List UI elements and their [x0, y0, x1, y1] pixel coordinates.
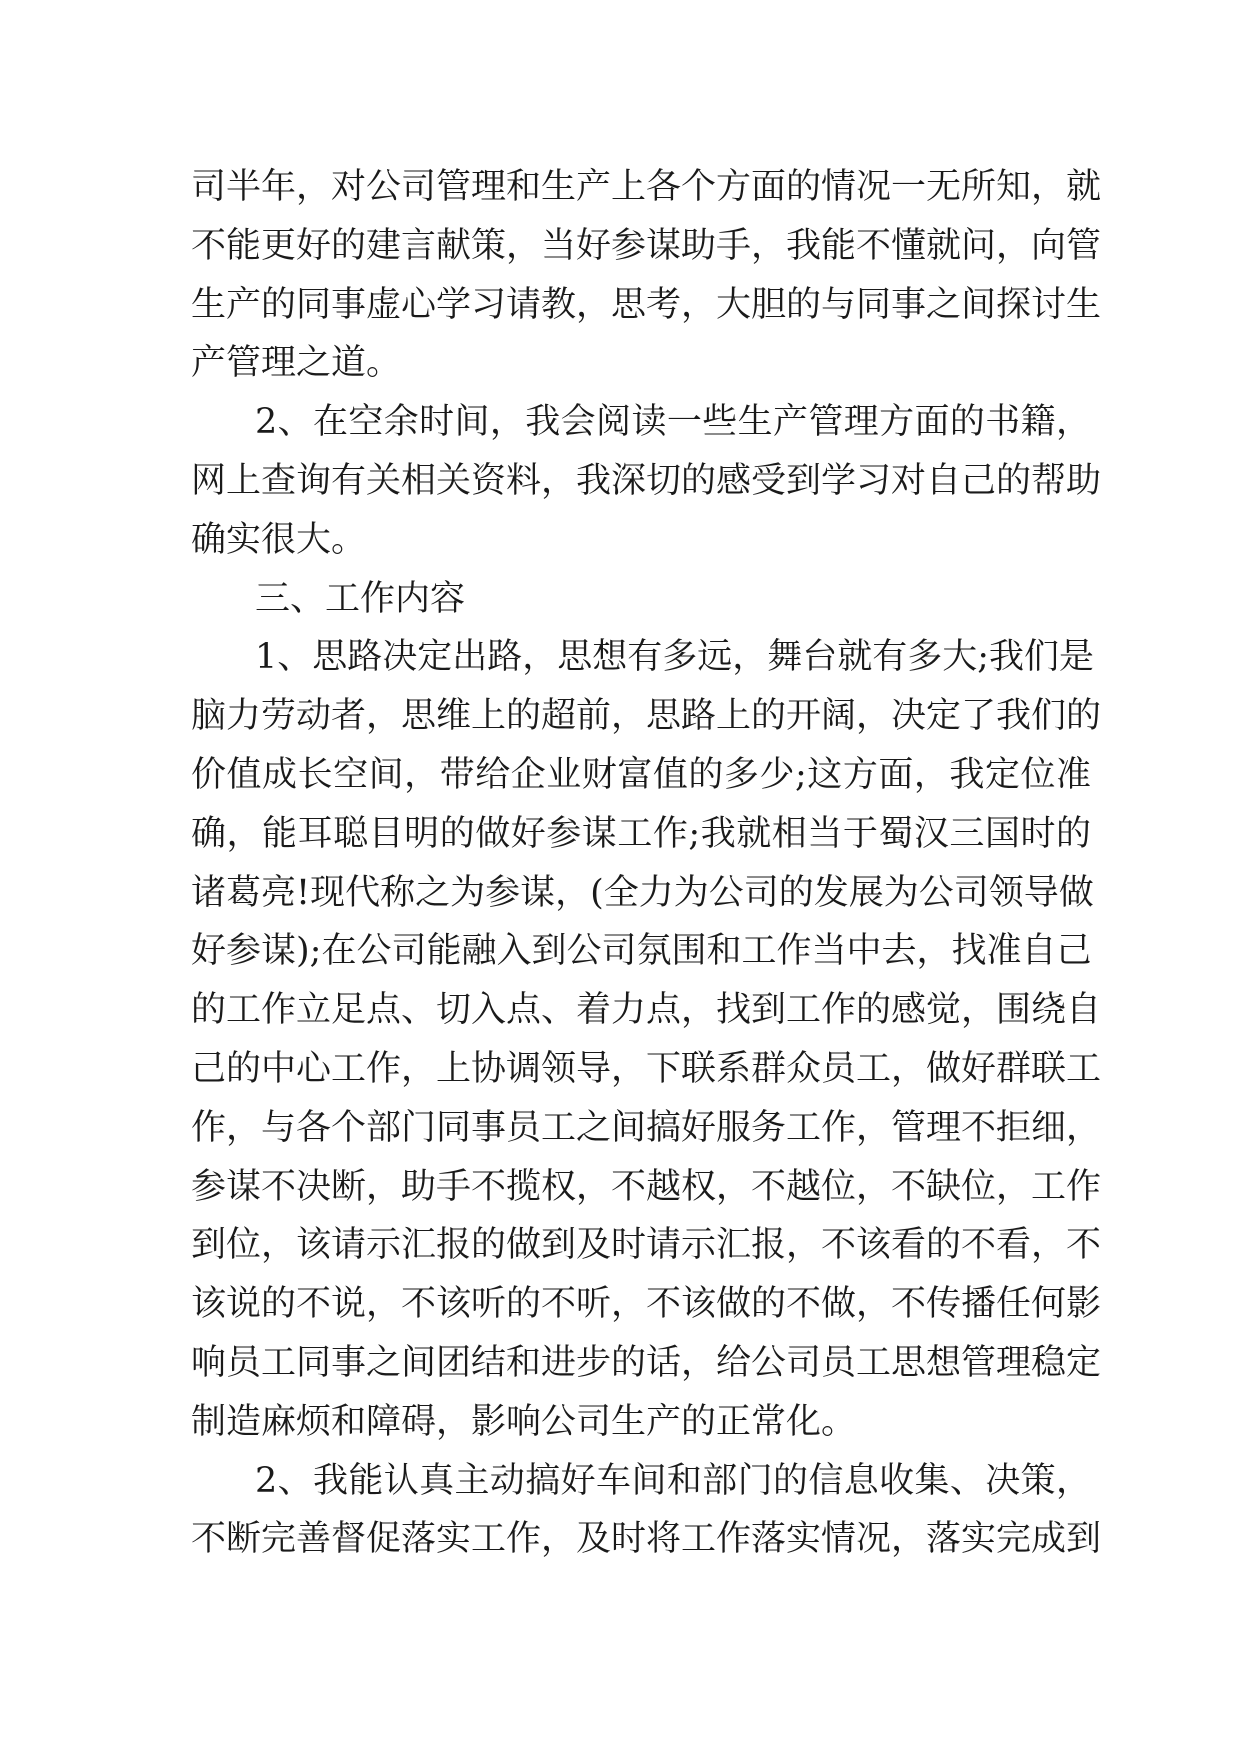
text-line: 不断完善督促落实工作，及时将工作落实情况，落实完成到 — [191, 1519, 1102, 1560]
text-line: 响员工同事之间团结和进步的话，给公司员工思想管理稳定 — [191, 1342, 1102, 1383]
text-line: 作，与各个部门同事员工之间搞好服务工作，管理不拒细， — [191, 1107, 1102, 1148]
text-line: 2、在空余时间，我会阅读一些生产管理方面的书籍， — [255, 402, 1091, 443]
text-line: 不能更好的建言献策，当好参谋助手，我能不懂就问，向管 — [191, 225, 1102, 266]
text-line: 价值成长空间，带给企业财富值的多少;这方面，我定位准 — [191, 754, 1091, 795]
text-line: 确，能耳聪目明的做好参谋工作;我就相当于蜀汉三国时的 — [191, 813, 1091, 854]
text-line: 制造麻烦和障碍，影响公司生产的正常化。 — [191, 1401, 857, 1442]
text-line: 该说的不说，不该听的不听，不该做的不做，不传播任何影 — [191, 1284, 1102, 1325]
text-line: 2、我能认真主动搞好车间和部门的信息收集、决策， — [255, 1460, 1091, 1501]
text-line: 好参谋);在公司能融入到公司氛围和工作当中去，找准自己 — [191, 931, 1092, 972]
text-line: 产管理之道。 — [191, 343, 402, 384]
text-line: 诸葛亮!现代称之为参谋，(全力为公司的发展为公司领导做 — [191, 872, 1094, 913]
text-line: 参谋不决断，助手不揽权，不越权，不越位，不缺位，工作 — [191, 1166, 1102, 1207]
text-line: 确实很大。 — [191, 519, 367, 560]
text-line: 司半年，对公司管理和生产上各个方面的情况一无所知，就 — [191, 167, 1102, 207]
text-line: 生产的同事虚心学习请教，思考，大胆的与同事之间探讨生 — [191, 284, 1102, 325]
text-line: 脑力劳动者，思维上的超前，思路上的开阔，决定了我们的 — [191, 696, 1102, 737]
text-line: 1、思路决定出路，思想有多远，舞台就有多大;我们是 — [255, 637, 1095, 678]
text-line: 三、工作内容 — [255, 578, 466, 619]
text-line: 的工作立足点、切入点、着力点，找到工作的感觉，围绕自 — [191, 990, 1102, 1031]
text-line: 网上查询有关相关资料，我深切的感受到学习对自己的帮助 — [191, 460, 1102, 501]
text-line: 到位，该请示汇报的做到及时请示汇报，不该看的不看，不 — [191, 1225, 1102, 1266]
text-line: 己的中心工作，上协调领导，下联系群众员工，做好群联工 — [191, 1048, 1102, 1089]
body-text — [191, 158, 1102, 1569]
